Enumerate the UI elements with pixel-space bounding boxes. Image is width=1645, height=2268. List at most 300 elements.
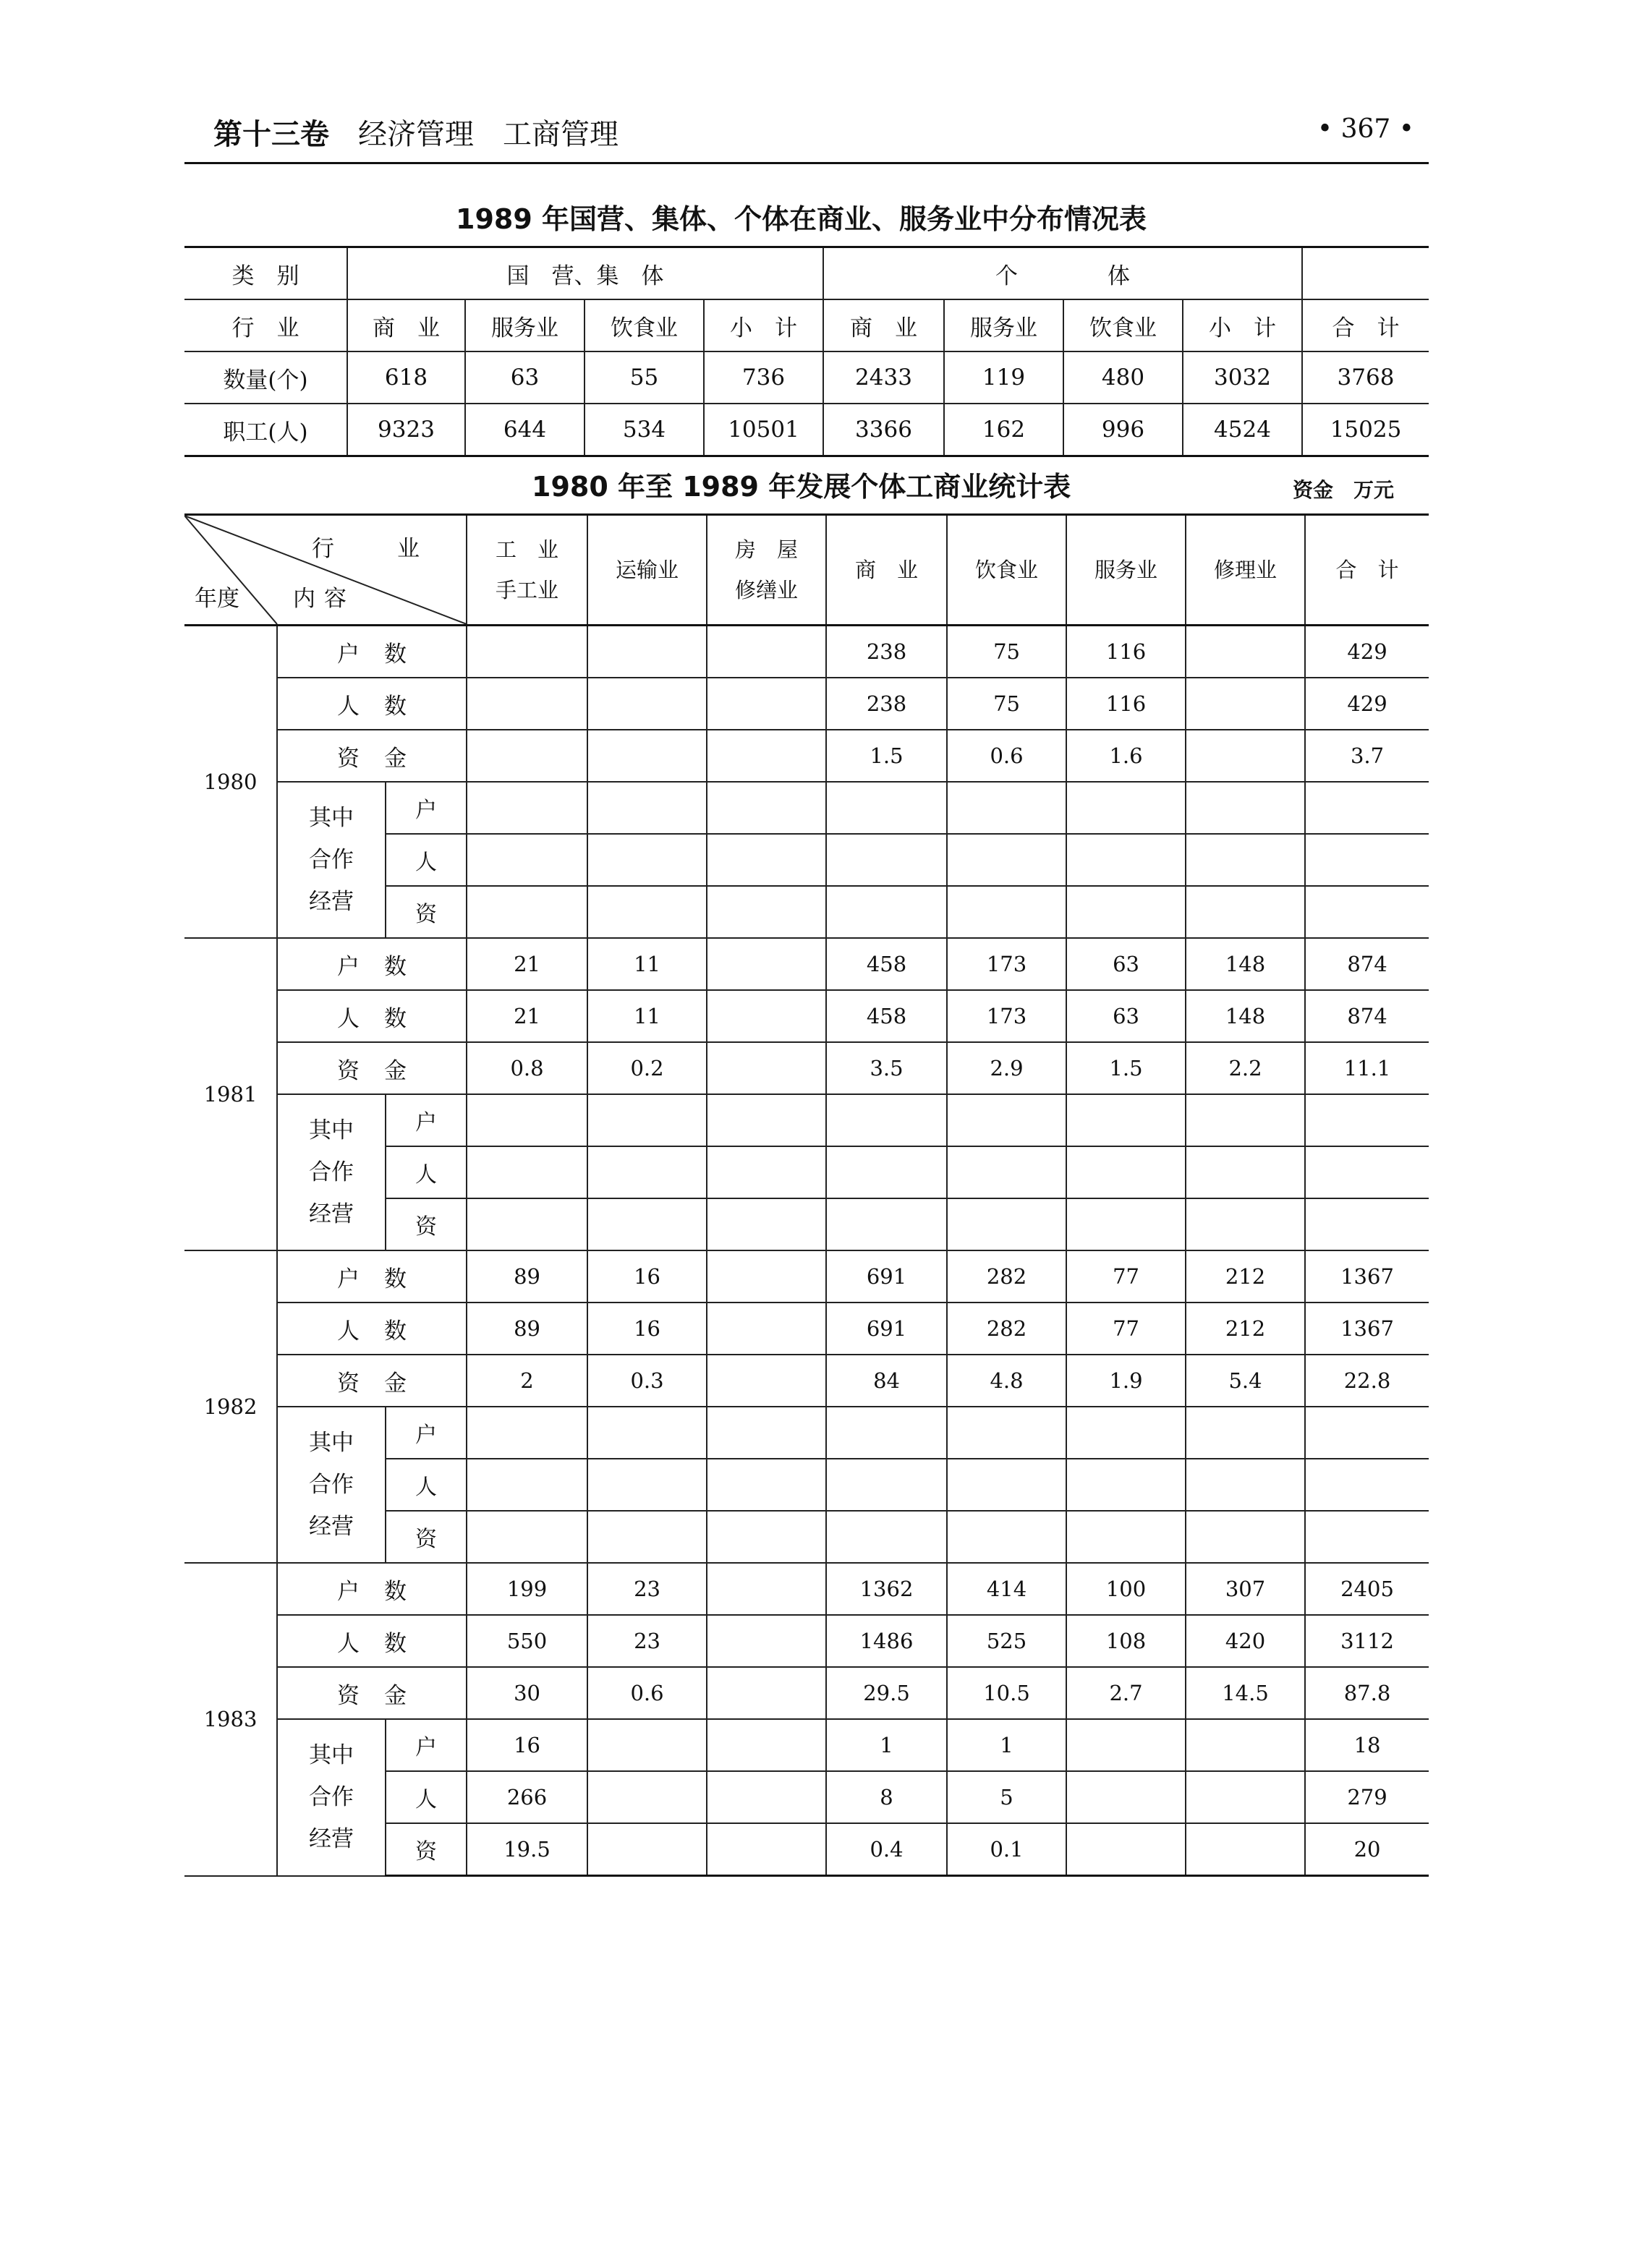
- table-cell: 108: [1066, 1615, 1186, 1667]
- table-cell: [826, 1094, 947, 1146]
- table-cell: 2.9: [947, 1042, 1066, 1094]
- table-cell: [707, 1511, 826, 1563]
- table-cell: [1305, 1094, 1429, 1146]
- row-label: 人数: [277, 990, 467, 1042]
- table-row: [184, 1303, 1429, 1355]
- table-row: [184, 730, 1429, 782]
- table-cell: [707, 1303, 826, 1355]
- corner-header: [184, 515, 467, 626]
- table-cell: [947, 886, 1066, 938]
- row-label: 户数: [277, 938, 467, 990]
- blank-cell: [1302, 247, 1429, 300]
- table-cell: 874: [1305, 990, 1429, 1042]
- table-row: [184, 1042, 1429, 1094]
- table-cell: 116: [1066, 678, 1186, 730]
- table-cell: [1066, 834, 1186, 886]
- row-label: 户数: [277, 1250, 467, 1303]
- table-cell: [587, 1407, 707, 1459]
- table-cell: [467, 678, 587, 730]
- column-header: 饮食业: [1063, 299, 1183, 351]
- table-cell: 212: [1186, 1250, 1305, 1303]
- table-cell: [707, 1146, 826, 1198]
- column-header: 小 计: [704, 299, 823, 351]
- table-cell: [947, 1459, 1066, 1511]
- coop-label-line: 合作: [309, 1472, 354, 1498]
- table-cell: [1066, 1511, 1186, 1563]
- table-cell: 23: [587, 1615, 707, 1667]
- table-cell: 14.5: [1186, 1667, 1305, 1719]
- table-cell: [1305, 1511, 1429, 1563]
- table-cell: [707, 1615, 826, 1667]
- table-cell: [1186, 1823, 1305, 1876]
- table-cell: [1305, 1146, 1429, 1198]
- running-head: [213, 111, 619, 153]
- table-cell: 19.5: [467, 1823, 587, 1876]
- column-header: [947, 515, 1066, 626]
- table-cell: [947, 782, 1066, 834]
- table-cell: 15025: [1302, 404, 1429, 456]
- table-cell: 420: [1186, 1615, 1305, 1667]
- table-cell: [1066, 1719, 1186, 1771]
- table-cell: [707, 1355, 826, 1407]
- table-cell: 1486: [826, 1615, 947, 1667]
- corner-content: 内容: [293, 586, 355, 612]
- table-cell: [587, 1459, 707, 1511]
- table-cell: 736: [704, 351, 823, 404]
- table-cell: 162: [944, 404, 1063, 456]
- table-cell: 238: [826, 626, 947, 678]
- coop-row-label: 人: [386, 1771, 467, 1823]
- table-cell: 3366: [823, 404, 944, 456]
- column-header-line: 服务业: [1094, 558, 1158, 582]
- table-cell: 30: [467, 1667, 587, 1719]
- table-cell: 18: [1305, 1719, 1429, 1771]
- year-cell: 1981: [184, 938, 277, 1250]
- table-cell: 3112: [1305, 1615, 1429, 1667]
- column-header: [1066, 515, 1186, 626]
- table-cell: [1066, 886, 1186, 938]
- column-header: 合 计: [1302, 299, 1429, 351]
- table-cell: 0.2: [587, 1042, 707, 1094]
- table-cell: 89: [467, 1303, 587, 1355]
- table-cell: 2: [467, 1355, 587, 1407]
- table-row: [184, 782, 1429, 834]
- column-header: 小 计: [1183, 299, 1302, 351]
- table-cell: 282: [947, 1303, 1066, 1355]
- group-state-collective: 国 营、集 体: [347, 247, 823, 300]
- individual-business-table: [184, 513, 1429, 1877]
- table-cell: [1305, 886, 1429, 938]
- table-cell: [1305, 1407, 1429, 1459]
- table-cell: 119: [944, 351, 1063, 404]
- row-label: 户数: [277, 1563, 467, 1615]
- coop-label-line: 其中: [309, 1742, 354, 1769]
- table-cell: 644: [465, 404, 585, 456]
- table-cell: [707, 938, 826, 990]
- table-cell: 480: [1063, 351, 1183, 404]
- table-cell: 173: [947, 990, 1066, 1042]
- table-cell: [826, 1198, 947, 1250]
- coop-label: [277, 1719, 386, 1876]
- table-cell: [707, 1771, 826, 1823]
- table-cell: 63: [1066, 938, 1186, 990]
- table-cell: [1186, 1511, 1305, 1563]
- year-cell: 1983: [184, 1563, 277, 1876]
- table-cell: [587, 782, 707, 834]
- table-cell: [707, 1198, 826, 1250]
- table1-title: 1989 年国营、集体、个体在商业、服务业中分布情况表: [456, 203, 1147, 235]
- table-cell: 3.7: [1305, 730, 1429, 782]
- table-cell: 0.1: [947, 1823, 1066, 1876]
- table-cell: [947, 1198, 1066, 1250]
- table-row: [184, 1719, 1429, 1771]
- table-cell: [707, 1667, 826, 1719]
- table-cell: [587, 1146, 707, 1198]
- table-cell: [587, 834, 707, 886]
- table-cell: 429: [1305, 626, 1429, 678]
- table-cell: 75: [947, 626, 1066, 678]
- corner-industry: 行 业: [312, 536, 441, 562]
- row-label: 数量(个): [184, 351, 347, 404]
- table-cell: 3.5: [826, 1042, 947, 1094]
- coop-label-line: 经营: [309, 1201, 354, 1227]
- coop-label-line: 其中: [309, 1117, 354, 1143]
- table-row: [184, 1250, 1429, 1303]
- table-cell: 8: [826, 1771, 947, 1823]
- table-cell: [1066, 1459, 1186, 1511]
- table-cell: [826, 1511, 947, 1563]
- table-cell: [587, 886, 707, 938]
- row-label: 人数: [277, 1303, 467, 1355]
- table-cell: [1186, 1459, 1305, 1511]
- table-cell: [1186, 834, 1305, 886]
- table-cell: [587, 678, 707, 730]
- table-cell: [1186, 782, 1305, 834]
- table-cell: [826, 782, 947, 834]
- table-cell: [467, 1511, 587, 1563]
- table-cell: 11.1: [1305, 1042, 1429, 1094]
- table-cell: [1066, 1823, 1186, 1876]
- coop-row-label: 户: [386, 1407, 467, 1459]
- column-header-line: 合 计: [1335, 558, 1399, 582]
- table-cell: [826, 1459, 947, 1511]
- table-cell: 11: [587, 990, 707, 1042]
- corner-year: 年度: [195, 586, 239, 612]
- table-cell: 2433: [823, 351, 944, 404]
- table-cell: [826, 1146, 947, 1198]
- table-cell: [1186, 1407, 1305, 1459]
- table-cell: 173: [947, 938, 1066, 990]
- table-cell: 1.6: [1066, 730, 1186, 782]
- table-cell: 87.8: [1305, 1667, 1429, 1719]
- table-cell: [467, 834, 587, 886]
- table-cell: [826, 886, 947, 938]
- table-cell: [707, 626, 826, 678]
- table-cell: 10.5: [947, 1667, 1066, 1719]
- table-cell: [947, 1146, 1066, 1198]
- table-cell: 458: [826, 990, 947, 1042]
- table-cell: [467, 1198, 587, 1250]
- table-cell: 458: [826, 938, 947, 990]
- row-label: 职工(人): [184, 404, 347, 456]
- coop-label-line: 经营: [309, 889, 354, 915]
- section-label-1: 经济管理: [358, 118, 474, 151]
- table-cell: 212: [1186, 1303, 1305, 1355]
- coop-row-label: 人: [386, 1459, 467, 1511]
- column-header: [1186, 515, 1305, 626]
- column-header-line: 修理业: [1214, 558, 1278, 582]
- group-individual: 个 体: [823, 247, 1302, 300]
- table-cell: [1305, 1198, 1429, 1250]
- table-cell: 2405: [1305, 1563, 1429, 1615]
- table-cell: [707, 886, 826, 938]
- table-cell: 55: [585, 351, 704, 404]
- coop-row-label: 人: [386, 1146, 467, 1198]
- table-cell: [1186, 886, 1305, 938]
- table-cell: 996: [1063, 404, 1183, 456]
- table-cell: 307: [1186, 1563, 1305, 1615]
- table-cell: 75: [947, 678, 1066, 730]
- coop-label-line: 经营: [309, 1514, 354, 1540]
- table-cell: [587, 1511, 707, 1563]
- table-cell: [587, 1094, 707, 1146]
- table-cell: [1066, 1094, 1186, 1146]
- table-cell: 550: [467, 1615, 587, 1667]
- table-cell: [707, 834, 826, 886]
- row-label: 人数: [277, 678, 467, 730]
- table-row: [184, 1355, 1429, 1407]
- table-cell: 0.6: [587, 1667, 707, 1719]
- table-cell: 0.4: [826, 1823, 947, 1876]
- coop-row-label: 资: [386, 1198, 467, 1250]
- table-cell: 4.8: [947, 1355, 1066, 1407]
- coop-row-label: 资: [386, 886, 467, 938]
- table-row: [184, 1094, 1429, 1146]
- table-cell: [587, 626, 707, 678]
- coop-row-label: 资: [386, 1511, 467, 1563]
- column-header: [467, 515, 587, 626]
- table-cell: 89: [467, 1250, 587, 1303]
- table-cell: 1.5: [826, 730, 947, 782]
- coop-label: [277, 1094, 386, 1250]
- table-cell: 23: [587, 1563, 707, 1615]
- coop-label: [277, 782, 386, 938]
- table-cell: 1.5: [1066, 1042, 1186, 1094]
- column-header: 服务业: [944, 299, 1063, 351]
- table-cell: 116: [1066, 626, 1186, 678]
- table2-title: 1980 年至 1989 年发展个体工商业统计表: [532, 471, 1071, 503]
- column-header-line: 手工业: [496, 578, 559, 602]
- table-cell: [1186, 730, 1305, 782]
- coop-row-label: 户: [386, 1094, 467, 1146]
- table-cell: 1.9: [1066, 1355, 1186, 1407]
- column-header-line: 商 业: [855, 558, 919, 582]
- table-row: [184, 1615, 1429, 1667]
- table-cell: [467, 1094, 587, 1146]
- table-cell: 21: [467, 938, 587, 990]
- table-cell: 21: [467, 990, 587, 1042]
- table-cell: 618: [347, 351, 465, 404]
- table-row: [184, 938, 1429, 990]
- coop-label-line: 经营: [309, 1826, 354, 1853]
- table-cell: 77: [1066, 1303, 1186, 1355]
- table-cell: 1367: [1305, 1303, 1429, 1355]
- table-cell: 63: [465, 351, 585, 404]
- table-cell: 1367: [1305, 1250, 1429, 1303]
- table-cell: 4524: [1183, 404, 1302, 456]
- table-cell: 29.5: [826, 1667, 947, 1719]
- table-cell: [467, 1407, 587, 1459]
- table-cell: 84: [826, 1355, 947, 1407]
- table-cell: [1066, 1771, 1186, 1823]
- table-cell: [1066, 1146, 1186, 1198]
- table-cell: 691: [826, 1303, 947, 1355]
- column-header: 服务业: [465, 299, 585, 351]
- coop-row-label: 户: [386, 782, 467, 834]
- category-label: 类 别: [184, 247, 347, 300]
- section-label-2: 工商管理: [503, 118, 619, 151]
- table-cell: 10501: [704, 404, 823, 456]
- table-cell: [1305, 834, 1429, 886]
- table-cell: [826, 1407, 947, 1459]
- table-cell: 874: [1305, 938, 1429, 990]
- table-cell: 77: [1066, 1250, 1186, 1303]
- table-cell: [947, 1094, 1066, 1146]
- coop-label-line: 合作: [309, 1159, 354, 1185]
- table-cell: [467, 1459, 587, 1511]
- table-cell: [707, 1042, 826, 1094]
- year-cell: 1980: [184, 626, 277, 939]
- table-cell: 199: [467, 1563, 587, 1615]
- column-header: [587, 515, 707, 626]
- table-cell: 238: [826, 678, 947, 730]
- distribution-table: [184, 246, 1429, 457]
- table-cell: 1: [947, 1719, 1066, 1771]
- column-header: [707, 515, 826, 626]
- table-cell: [1186, 1198, 1305, 1250]
- table-cell: [947, 1407, 1066, 1459]
- table-row: [184, 1563, 1429, 1615]
- table-cell: [467, 886, 587, 938]
- table-cell: [707, 1407, 826, 1459]
- column-header-line: 饮食业: [975, 558, 1039, 582]
- table-row: [184, 678, 1429, 730]
- table-cell: [587, 1719, 707, 1771]
- table-cell: [707, 1250, 826, 1303]
- table-cell: 100: [1066, 1563, 1186, 1615]
- table-cell: [707, 782, 826, 834]
- table-cell: [1066, 782, 1186, 834]
- table-cell: [587, 1771, 707, 1823]
- table-cell: [1186, 1771, 1305, 1823]
- table-cell: 11: [587, 938, 707, 990]
- table-cell: 148: [1186, 990, 1305, 1042]
- table-cell: 1: [826, 1719, 947, 1771]
- table-cell: 0.3: [587, 1355, 707, 1407]
- table-cell: [1305, 1459, 1429, 1511]
- table-cell: [467, 782, 587, 834]
- table-cell: 266: [467, 1771, 587, 1823]
- table-cell: 534: [585, 404, 704, 456]
- header-rule: [184, 162, 1429, 164]
- table-cell: 16: [587, 1303, 707, 1355]
- table-cell: [1066, 1407, 1186, 1459]
- table-cell: [1305, 782, 1429, 834]
- table-cell: 20: [1305, 1823, 1429, 1876]
- table-cell: 3768: [1302, 351, 1429, 404]
- row-label: 资金: [277, 1042, 467, 1094]
- table-cell: 63: [1066, 990, 1186, 1042]
- table-cell: 525: [947, 1615, 1066, 1667]
- row-label: 资金: [277, 1355, 467, 1407]
- table-cell: [467, 1146, 587, 1198]
- row-label: 资金: [277, 730, 467, 782]
- column-header: 饮食业: [585, 299, 704, 351]
- page-header: [184, 108, 1429, 152]
- row-label: 人数: [277, 1615, 467, 1667]
- table-row: [184, 1667, 1429, 1719]
- table-cell: [1186, 626, 1305, 678]
- table-cell: [707, 1459, 826, 1511]
- table-cell: 9323: [347, 404, 465, 456]
- page-number: • 367 •: [1317, 114, 1414, 144]
- table-cell: [707, 678, 826, 730]
- row-label: 资金: [277, 1667, 467, 1719]
- table-cell: 5: [947, 1771, 1066, 1823]
- table-cell: [467, 626, 587, 678]
- table-cell: [587, 1823, 707, 1876]
- table-cell: 0.6: [947, 730, 1066, 782]
- table-row: [184, 1407, 1429, 1459]
- table-cell: [467, 730, 587, 782]
- table-cell: [1186, 1146, 1305, 1198]
- column-header-line: 工 业: [496, 537, 559, 562]
- table-cell: 16: [467, 1719, 587, 1771]
- table-cell: 2.2: [1186, 1042, 1305, 1094]
- unit-note: 资金 万元: [1293, 478, 1395, 502]
- table-cell: 5.4: [1186, 1355, 1305, 1407]
- coop-row-label: 户: [386, 1719, 467, 1771]
- table-cell: 414: [947, 1563, 1066, 1615]
- coop-label-line: 其中: [309, 805, 354, 831]
- coop-label-line: 其中: [309, 1430, 354, 1456]
- table-cell: 429: [1305, 678, 1429, 730]
- table-cell: [707, 1094, 826, 1146]
- table-cell: [707, 1823, 826, 1876]
- table-cell: [707, 1563, 826, 1615]
- table-cell: [947, 834, 1066, 886]
- table-cell: 148: [1186, 938, 1305, 990]
- table-cell: 3032: [1183, 351, 1302, 404]
- column-header-line: 房 屋: [735, 537, 799, 562]
- table-cell: [707, 1719, 826, 1771]
- table-cell: [826, 834, 947, 886]
- coop-row-label: 资: [386, 1823, 467, 1876]
- table-cell: [1186, 678, 1305, 730]
- table-cell: 16: [587, 1250, 707, 1303]
- table-cell: 691: [826, 1250, 947, 1303]
- column-header: [1305, 515, 1429, 626]
- table-cell: [1186, 1094, 1305, 1146]
- table-cell: [587, 730, 707, 782]
- table-cell: 282: [947, 1250, 1066, 1303]
- table-cell: [1066, 1198, 1186, 1250]
- table-cell: 0.8: [467, 1042, 587, 1094]
- table-cell: 279: [1305, 1771, 1429, 1823]
- coop-label: [277, 1407, 386, 1563]
- coop-row-label: 人: [386, 834, 467, 886]
- table-cell: [947, 1511, 1066, 1563]
